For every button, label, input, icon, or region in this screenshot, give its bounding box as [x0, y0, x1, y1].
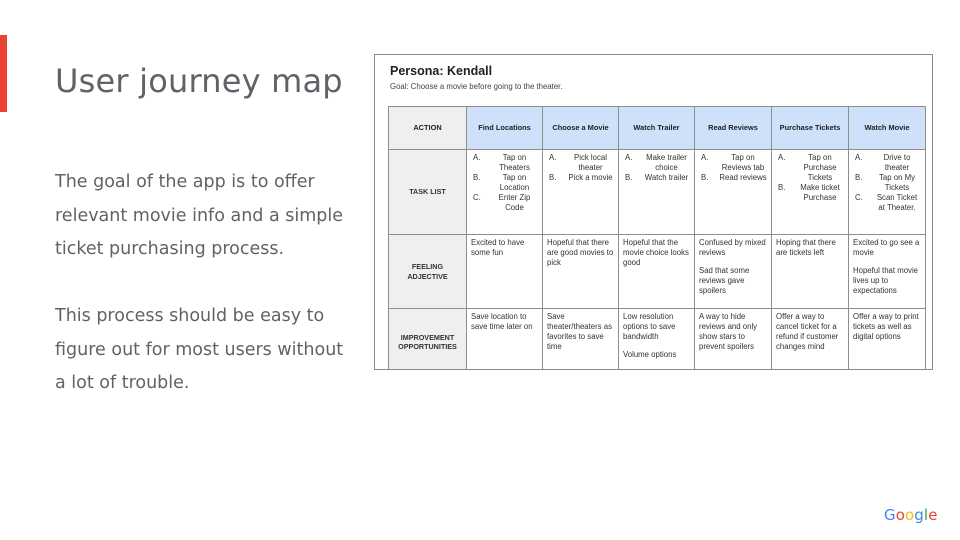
feeling-text: Hopeful that movie lives up to expectations	[853, 265, 919, 295]
header-row	[389, 107, 926, 150]
task-text: Tap on Theaters	[499, 153, 530, 172]
task-marker: B.	[778, 182, 786, 192]
action-column-header: Read Reviews	[695, 107, 772, 150]
task-text: Make ticket Purchase	[800, 182, 840, 202]
task-item	[853, 173, 921, 193]
task-item	[853, 193, 921, 213]
task-marker: A.	[625, 153, 633, 162]
feeling-cell	[467, 235, 543, 309]
improvement-cell	[849, 309, 926, 371]
feeling-text: Excited to have some fun	[471, 238, 525, 257]
task-marker: C.	[855, 192, 863, 202]
task-marker: B.	[473, 172, 481, 182]
improvement-cell	[695, 309, 772, 371]
task-text: Tap on Location	[499, 172, 530, 192]
task-item	[699, 173, 767, 183]
task-list-row	[389, 150, 926, 235]
task-text: Pick local theater	[574, 153, 607, 172]
improvement-cell	[619, 309, 695, 371]
logo-letter: g	[914, 506, 924, 524]
action-column-header: Watch Movie	[849, 107, 926, 150]
improvement-cell	[543, 309, 619, 371]
task-item	[547, 153, 614, 173]
improvement-text: Low resolution options to save bandwidth	[623, 312, 676, 341]
logo-letter: o	[895, 506, 906, 524]
task-text: Pick a movie	[568, 172, 613, 182]
task-list	[699, 153, 767, 183]
task-marker: A.	[855, 153, 863, 162]
google-logo	[884, 506, 938, 524]
persona-goal: Goal: Choose a movie before going to the theater.	[390, 82, 563, 91]
improvement-text: Offer a way to cancel ticket for a refund if customer changes mind	[776, 312, 839, 351]
task-item	[699, 153, 767, 173]
row-label-task-list: TASK LIST	[389, 150, 467, 235]
task-list	[547, 153, 614, 183]
task-marker: A.	[549, 153, 557, 162]
task-text: Tap on Reviews tab	[721, 153, 765, 172]
improvement-text: Save theater/theaters as favorites to save time	[547, 312, 613, 351]
action-column-header: Watch Trailer	[619, 107, 695, 150]
task-text: Scan Ticket at Theater.	[876, 192, 918, 212]
task-list-cell	[543, 150, 619, 235]
body-paragraph: The goal of the app is to offer relevant movie info and a simple ticket purchasing process.	[55, 172, 344, 259]
task-text: Make trailer choice	[646, 153, 687, 172]
task-item	[776, 183, 844, 203]
task-list	[776, 153, 844, 203]
feeling-cell	[543, 235, 619, 309]
improvement-text: Save location to save time later on	[471, 312, 533, 331]
feeling-cell	[619, 235, 695, 309]
task-list-cell	[619, 150, 695, 235]
persona-title: Persona: Kendall	[390, 64, 493, 78]
improvement-text: Volume options	[623, 349, 677, 359]
task-marker: A.	[701, 153, 709, 162]
feeling-cell	[695, 235, 772, 309]
task-list-cell	[772, 150, 849, 235]
task-list-cell	[695, 150, 772, 235]
row-label-improvement: IMPROVEMENT OPPORTUNITIES	[389, 309, 467, 371]
task-marker: B.	[701, 172, 709, 182]
task-item	[471, 153, 538, 173]
journey-table	[388, 106, 926, 370]
action-column-header: Find Locations	[467, 107, 543, 150]
task-item	[776, 153, 844, 183]
task-list-cell	[467, 150, 543, 235]
task-marker: B.	[549, 172, 557, 182]
feeling-text: Excited to go see a movie	[853, 238, 920, 257]
improvement-cell	[772, 309, 849, 371]
task-item	[623, 173, 690, 183]
task-marker: A.	[778, 153, 786, 162]
task-marker: C.	[473, 192, 481, 202]
task-text: Tap on Purchase Tickets	[803, 153, 837, 182]
task-text: Enter Zip Code	[498, 192, 531, 212]
logo-letter: G	[884, 506, 896, 524]
task-marker: A.	[473, 153, 481, 162]
task-text: Drive to theater	[883, 153, 911, 172]
task-item	[547, 173, 614, 183]
task-item	[471, 173, 538, 193]
task-list-cell	[849, 150, 926, 235]
action-header: ACTION	[389, 107, 467, 150]
task-text: Read reviews	[719, 172, 767, 182]
task-list	[853, 153, 921, 213]
row-label-feeling: FEELING ADJECTIVE	[389, 235, 467, 309]
task-text: Tap on My Tickets	[879, 172, 915, 192]
accent-bar	[0, 35, 7, 112]
action-column-header: Choose a Movie	[543, 107, 619, 150]
task-list	[471, 153, 538, 213]
feeling-text: Hoping that there are tickets left	[776, 238, 836, 257]
improvement-text: A way to hide reviews and only show stars to prevent spoilers	[699, 312, 758, 351]
task-text: Watch trailer	[644, 172, 689, 182]
feeling-text: Sad that some reviews gave spoilers	[699, 265, 750, 295]
task-marker: B.	[855, 172, 863, 182]
feeling-text: Hopeful that there are good movies to pick	[547, 238, 614, 267]
task-item	[471, 193, 538, 213]
feeling-row	[389, 235, 926, 309]
body-paragraph: This process should be easy to figure out for most users without a lot of trouble.	[55, 306, 344, 393]
feeling-text: Hopeful that the movie choice looks good	[623, 238, 689, 267]
journey-map-image	[374, 54, 933, 370]
improvement-text: Offer a way to print tickets as well as digital options	[853, 312, 919, 341]
improvement-row	[389, 309, 926, 371]
action-column-header: Purchase Tickets	[772, 107, 849, 150]
task-marker: B.	[625, 172, 633, 182]
feeling-text: Confused by mixed reviews	[699, 238, 766, 257]
body-text	[55, 166, 355, 401]
slide-title: User journey map	[55, 62, 343, 100]
logo-letter: e	[928, 506, 938, 524]
task-list	[623, 153, 690, 183]
logo-letter: o	[905, 506, 915, 524]
feeling-cell	[849, 235, 926, 309]
task-item	[623, 153, 690, 173]
logo-letter: l	[923, 506, 929, 524]
task-item	[853, 153, 921, 173]
feeling-cell	[772, 235, 849, 309]
improvement-cell	[467, 309, 543, 371]
